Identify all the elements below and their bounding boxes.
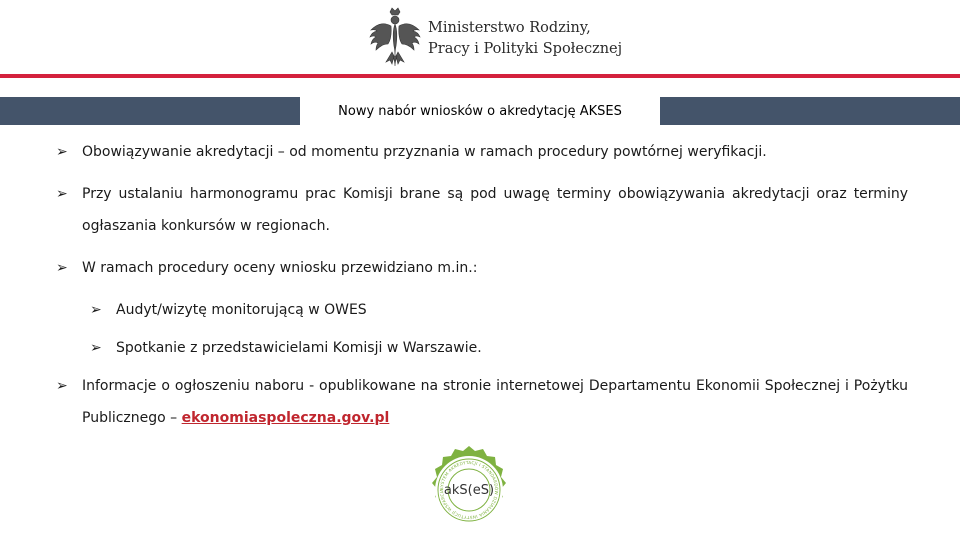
arrowhead-bullet-icon: ➢ <box>56 186 68 202</box>
bullet-text: Audyt/wizytę monitorującą w OWES <box>116 302 367 318</box>
logo-text: akS(eS) <box>443 483 495 498</box>
arrowhead-bullet-icon: ➢ <box>90 340 102 356</box>
list-item <box>56 136 908 168</box>
bullet-text: Obowiązywanie akredytacji – od momentu przyznania w ramach procedury powtórnej weryfikacji. <box>82 144 767 160</box>
list-item <box>56 252 908 284</box>
bullet-text: Spotkanie z przedstawicielami Komisji w Warszawie. <box>116 340 482 356</box>
title-box <box>300 97 660 125</box>
ministry-name-line1: Ministerstwo Rodziny, <box>428 20 591 36</box>
arrowhead-bullet-icon: ➢ <box>56 378 68 394</box>
slide-title: Nowy nabór wniosków o akredytację AKSES <box>338 103 622 119</box>
bullet-text: Przy ustalaniu harmonogramu prac Komisji brane są pod uwagę terminy obowiązywania akredytacji oraz terminy ogłaszania konkursów w regionach. <box>82 186 908 234</box>
header-accent-line <box>0 74 960 78</box>
slide-header <box>0 0 960 72</box>
list-item <box>56 370 908 434</box>
arrowhead-bullet-icon: ➢ <box>56 144 68 160</box>
logo-ring-text: SYSTEM AKREDYTACJI I STANDARDÓW DZIAŁANIA INSTYTUCJI WSPARCIA <box>438 459 500 521</box>
ministry-name <box>428 18 622 60</box>
arrowhead-bullet-icon: ➢ <box>90 302 102 318</box>
akses-seal-logo <box>419 444 519 536</box>
bullet-text: Informacje o ogłoszeniu naboru - opublikowane na stronie internetowej Departamentu Ekonomii Społecznej i Pożytku Publicznego – <box>82 378 908 426</box>
polish-eagle-emblem-icon <box>366 6 424 68</box>
arrowhead-bullet-icon: ➢ <box>56 260 68 276</box>
bullet-text: W ramach procedury oceny wniosku przewidziano m.in.: <box>82 260 478 276</box>
sub-list-item <box>56 294 908 326</box>
list-item <box>56 178 908 242</box>
title-bar <box>0 97 960 125</box>
bullet-list <box>56 136 908 444</box>
sub-list-item <box>56 332 908 364</box>
ministry-name-line2: Pracy i Polityki Społecznej <box>428 41 623 57</box>
website-link[interactable]: ekonomiaspoleczna.gov.pl <box>181 410 390 426</box>
